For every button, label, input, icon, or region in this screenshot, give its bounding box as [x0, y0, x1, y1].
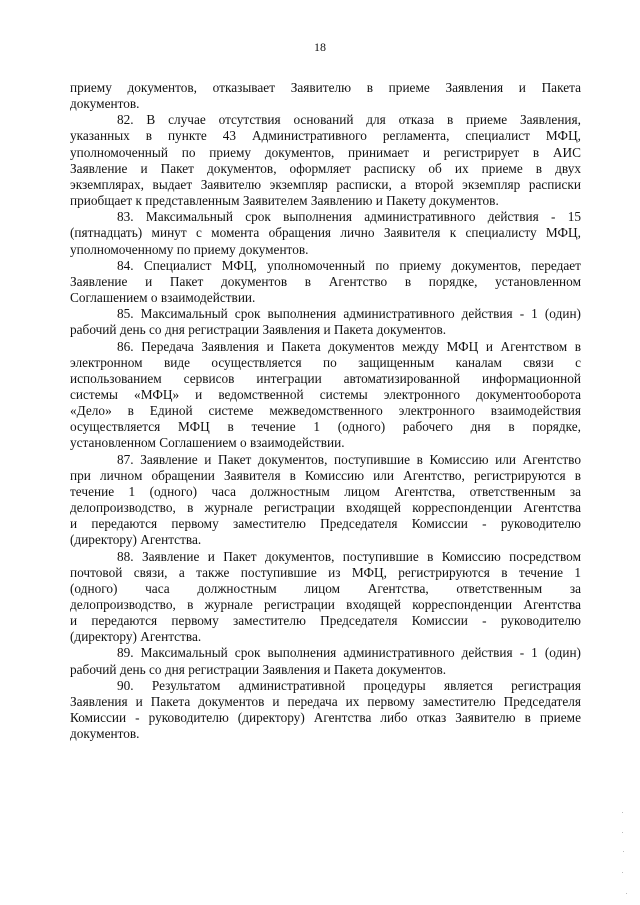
text-line: указанных в пункте 43 Административного регламента, специалист МФЦ, [70, 128, 581, 144]
text-line: течение 1 (одного) часа должностным лицом Агентства, ответственным за [70, 483, 581, 499]
text-line: 89. Максимальный срок выполнения административного действия - 1 (один) [117, 645, 581, 661]
text-line: 87. Заявление и Пакет документов, поступившие в Комиссию или Агентство [117, 451, 581, 467]
text-line: делопроизводство, в журнале регистрации входящей корреспонденции Агентства [70, 500, 581, 516]
paragraph [70, 80, 581, 112]
text-line: рабочий день со дня регистрации Заявления и Пакета документов. [70, 322, 447, 338]
text-line: экземплярах, выдает Заявителю экземпляр расписки, а второй экземпляр расписки [70, 176, 581, 192]
page-number: 18 [314, 40, 326, 54]
text-line: 86. Передача Заявления и Пакета документов между МФЦ и Агентством в [117, 338, 581, 354]
text-line: уполномоченный по приему документов, принимает и регистрирует в АИС [70, 144, 581, 160]
text-line: 90. Результатом административной процедуры является регистрация [117, 677, 581, 693]
scan-artifact [623, 851, 624, 852]
paragraph [70, 452, 581, 549]
paragraph [70, 258, 581, 306]
text-line: 88. Заявление и Пакет документов, поступившие в Комиссию посредством [117, 548, 581, 564]
scan-artifact [622, 812, 623, 813]
text-line: Комиссии - руководителю (директору) Агентства либо отказ Заявителю в приеме [70, 710, 581, 726]
text-line: почтовой связи, а также поступившие из МФЦ, регистрируются в течение 1 [70, 564, 581, 580]
paragraph [70, 112, 581, 209]
text-line: (пятнадцать) минут с момента обращения лично Заявителя к специалисту МФЦ, [70, 225, 581, 241]
text-line: Соглашением о взаимодействии. [70, 290, 256, 306]
paragraph [70, 339, 581, 452]
text-line: Заявление и Пакет документов, оформляет расписку об их приеме в двух [70, 160, 581, 176]
text-line: рабочий день со дня регистрации Заявления и Пакета документов. [70, 661, 447, 677]
text-line: 82. В случае отсутствия оснований для отказа в приеме Заявления, [117, 112, 581, 128]
text-line: уполномоченному по приему документов. [70, 241, 309, 257]
text-line: документов. [70, 726, 140, 742]
paragraph [70, 549, 581, 646]
text-line: при личном обращении Заявителя в Комиссию или Агентство, регистрируются в [70, 467, 581, 483]
text-line: Заявления и Пакета документов и передача их первому заместителю Председателя [70, 693, 581, 709]
text-line: делопроизводство, в журнале регистрации входящей корреспонденции Агентства [70, 597, 581, 612]
scan-artifact [622, 872, 623, 873]
paragraph [70, 209, 581, 257]
scan-artifact [626, 893, 627, 894]
text-line: Заявление и Пакет документов в Агентство в порядке, установленном [70, 273, 581, 289]
paragraph [70, 306, 581, 338]
text-line: 85. Максимальный срок выполнения административного действия - 1 (один) [117, 306, 581, 322]
text-line: осуществляется МФЦ в течение 1 (одного) рабочего дня в порядке, [70, 419, 581, 435]
text-line: документов. [70, 96, 140, 112]
text-line: приобщает к представленным Заявителем Заявлению и Пакету документов. [70, 193, 499, 209]
text-line: и передаются первому заместителю Председателя Комиссии - руководителю [70, 613, 581, 629]
text-line: установленном Соглашением о взаимодействии. [70, 435, 345, 451]
text-line: и передаются первому заместителю Председателя Комиссии - руководителю [70, 516, 581, 532]
document-body [70, 80, 581, 742]
text-line: 83. Максимальный срок выполнения административного действия - 15 [117, 209, 581, 225]
text-line: (директору) Агентства. [70, 629, 202, 645]
paragraph [70, 645, 581, 677]
paragraph [70, 678, 581, 743]
scan-artifact [622, 832, 623, 833]
text-line: приему документов, отказывает Заявителю в приеме Заявления и Пакета [70, 80, 581, 95]
text-line: «Дело» в Единой системе межведомственного электронного взаимодействия [70, 403, 581, 419]
text-line: 84. Специалист МФЦ, уполномоченный по приему документов, передает [117, 257, 581, 273]
text-line: использованием сервисов интеграции автоматизированной информационной [70, 370, 581, 386]
text-line: (директору) Агентства. [70, 532, 202, 548]
text-line: (одного) часа должностным лицом Агентства, ответственным за [70, 580, 581, 596]
text-line: электронном виде осуществляется по защищенным каналам связи с [70, 354, 581, 370]
text-line: системы «МФЦ» и ведомственной системы электронного документооборота [70, 386, 581, 402]
